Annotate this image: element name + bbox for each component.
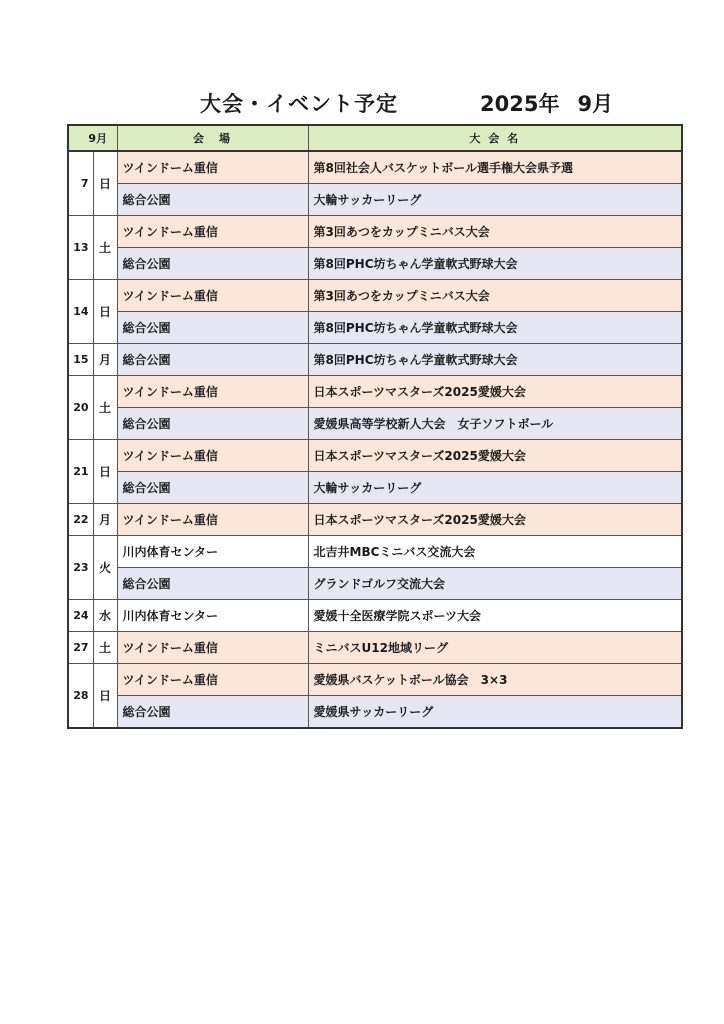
event-cell: 愛媛県サッカーリーグ: [308, 696, 682, 729]
table-row: [68, 344, 682, 376]
event-cell: 大輪サッカーリーグ: [308, 184, 682, 216]
day-cell: 14: [68, 280, 93, 344]
event-cell: 第8回PHC坊ちゃん学童軟式野球大会: [308, 344, 682, 376]
event-cell: 日本スポーツマスターズ2025愛媛大会: [308, 504, 682, 536]
event-cell: 愛媛県高等学校新人大会 女子ソフトボール: [308, 408, 682, 440]
weekday-cell: 日: [93, 151, 117, 216]
day-cell: 23: [68, 536, 93, 600]
header-event: 大 会 名: [308, 125, 682, 151]
table-row: [68, 600, 682, 632]
schedule-table: [67, 124, 683, 729]
table-row: [68, 632, 682, 664]
table-row: [68, 184, 682, 216]
event-cell: 大輪サッカーリーグ: [308, 472, 682, 504]
venue-cell: ツインドーム重信: [117, 216, 308, 248]
venue-cell: 総合公園: [117, 472, 308, 504]
venue-cell: 総合公園: [117, 408, 308, 440]
table-row: [68, 472, 682, 504]
event-cell: グランドゴルフ交流大会: [308, 568, 682, 600]
event-cell: 愛媛県バスケットボール協会 3×3: [308, 664, 682, 696]
table-row: [68, 440, 682, 472]
table-row: [68, 696, 682, 729]
venue-cell: 川内体育センター: [117, 536, 308, 568]
day-cell: 20: [68, 376, 93, 440]
day-cell: 7: [68, 151, 93, 216]
event-cell: 第8回PHC坊ちゃん学童軟式野球大会: [308, 248, 682, 280]
event-cell: 愛媛十全医療学院スポーツ大会: [308, 600, 682, 632]
page-date: [480, 88, 613, 118]
table-row: [68, 248, 682, 280]
event-cell: ミニバスU12地域リーグ: [308, 632, 682, 664]
venue-cell: ツインドーム重信: [117, 664, 308, 696]
weekday-cell: 月: [93, 504, 117, 536]
event-cell: 第3回あつをカップミニバス大会: [308, 216, 682, 248]
venue-cell: ツインドーム重信: [117, 151, 308, 184]
day-cell: 24: [68, 600, 93, 632]
event-cell: 第8回社会人バスケットボール選手権大会県予選: [308, 151, 682, 184]
venue-cell: 総合公園: [117, 568, 308, 600]
table-row: [68, 504, 682, 536]
header-month: 9月: [68, 125, 117, 151]
venue-cell: 川内体育センター: [117, 600, 308, 632]
event-cell: 第8回PHC坊ちゃん学童軟式野球大会: [308, 312, 682, 344]
table-row: [68, 280, 682, 312]
venue-cell: 総合公園: [117, 248, 308, 280]
weekday-cell: 土: [93, 376, 117, 440]
weekday-cell: 日: [93, 664, 117, 729]
event-cell: 第3回あつをカップミニバス大会: [308, 280, 682, 312]
weekday-cell: 土: [93, 632, 117, 664]
weekday-cell: 日: [93, 440, 117, 504]
day-cell: 21: [68, 440, 93, 504]
venue-cell: ツインドーム重信: [117, 376, 308, 408]
table-row: [68, 376, 682, 408]
event-cell: 北吉井MBCミニバス交流大会: [308, 536, 682, 568]
table-row: [68, 216, 682, 248]
day-cell: 22: [68, 504, 93, 536]
schedule-body: [68, 151, 682, 728]
date-month: 9月: [577, 92, 614, 116]
table-row: [68, 568, 682, 600]
day-cell: 13: [68, 216, 93, 280]
weekday-cell: 水: [93, 600, 117, 632]
table-row: [68, 312, 682, 344]
page-title: 大会・イベント予定: [200, 92, 398, 116]
day-cell: 28: [68, 664, 93, 729]
table-header-row: [68, 125, 682, 151]
venue-cell: ツインドーム重信: [117, 504, 308, 536]
venue-cell: 総合公園: [117, 184, 308, 216]
weekday-cell: 火: [93, 536, 117, 600]
table-row: [68, 408, 682, 440]
day-cell: 15: [68, 344, 93, 376]
date-year: 2025年: [480, 92, 560, 116]
event-cell: 日本スポーツマスターズ2025愛媛大会: [308, 376, 682, 408]
table-row: [68, 536, 682, 568]
venue-cell: ツインドーム重信: [117, 280, 308, 312]
venue-cell: ツインドーム重信: [117, 632, 308, 664]
table-row: [68, 151, 682, 184]
weekday-cell: 日: [93, 280, 117, 344]
table-row: [68, 664, 682, 696]
venue-cell: 総合公園: [117, 696, 308, 729]
page-header: [0, 88, 724, 122]
venue-cell: 総合公園: [117, 344, 308, 376]
header-venue: 会 場: [117, 125, 308, 151]
weekday-cell: 月: [93, 344, 117, 376]
venue-cell: 総合公園: [117, 312, 308, 344]
venue-cell: ツインドーム重信: [117, 440, 308, 472]
weekday-cell: 土: [93, 216, 117, 280]
event-cell: 日本スポーツマスターズ2025愛媛大会: [308, 440, 682, 472]
day-cell: 27: [68, 632, 93, 664]
